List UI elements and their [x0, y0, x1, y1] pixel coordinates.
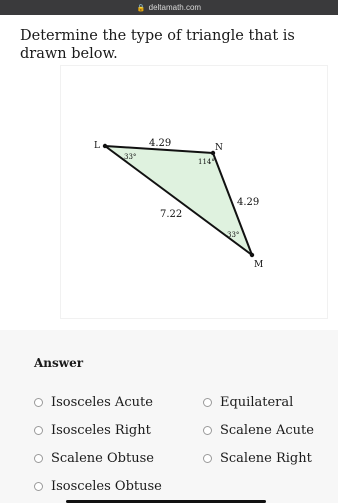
triangle-figure: [60, 65, 328, 319]
radio-icon[interactable]: [203, 398, 212, 407]
radio-icon[interactable]: [34, 426, 43, 435]
radio-icon[interactable]: [34, 482, 43, 491]
answer-heading: Answer: [34, 356, 84, 370]
vertex-label-l: L: [94, 141, 100, 151]
option-isosceles-acute[interactable]: [34, 393, 153, 411]
option-label: Scalene Obtuse: [51, 450, 154, 466]
side-label-lm: 7.22: [160, 209, 183, 220]
option-label: Isosceles Obtuse: [51, 478, 162, 494]
radio-icon[interactable]: [34, 398, 43, 407]
angle-label-m: 33°: [227, 231, 240, 239]
vertex-l-point: [103, 144, 107, 148]
option-scalene-right[interactable]: [203, 449, 312, 467]
angle-label-n: 114°: [198, 158, 215, 166]
side-label-ln: 4.29: [149, 138, 172, 149]
url-text: deltamath.com: [148, 3, 202, 12]
browser-url-bar[interactable]: [0, 0, 338, 15]
angle-label-l: 33°: [124, 153, 137, 161]
radio-icon[interactable]: [34, 454, 43, 463]
option-label: Scalene Right: [220, 450, 312, 466]
option-scalene-obtuse[interactable]: [34, 449, 154, 467]
side-label-nm: 4.29: [237, 197, 260, 208]
option-label: Equilateral: [220, 394, 294, 410]
option-scalene-acute[interactable]: [203, 421, 314, 439]
radio-icon[interactable]: [203, 454, 212, 463]
option-isosceles-obtuse[interactable]: [34, 477, 162, 495]
option-isosceles-right[interactable]: [34, 421, 151, 439]
question-text: Determine the type of triangle that is drawn below.: [20, 28, 295, 62]
option-label: Isosceles Acute: [51, 394, 153, 410]
vertex-m-point: [250, 253, 254, 257]
radio-icon[interactable]: [203, 426, 212, 435]
vertex-label-m: M: [254, 260, 264, 270]
option-label: Scalene Acute: [220, 422, 314, 438]
vertex-label-n: N: [215, 143, 223, 153]
option-label: Isosceles Right: [51, 422, 151, 438]
option-equilateral[interactable]: [203, 393, 293, 411]
lock-icon: 🔒: [136, 4, 146, 12]
triangle-diagram: [61, 66, 327, 318]
